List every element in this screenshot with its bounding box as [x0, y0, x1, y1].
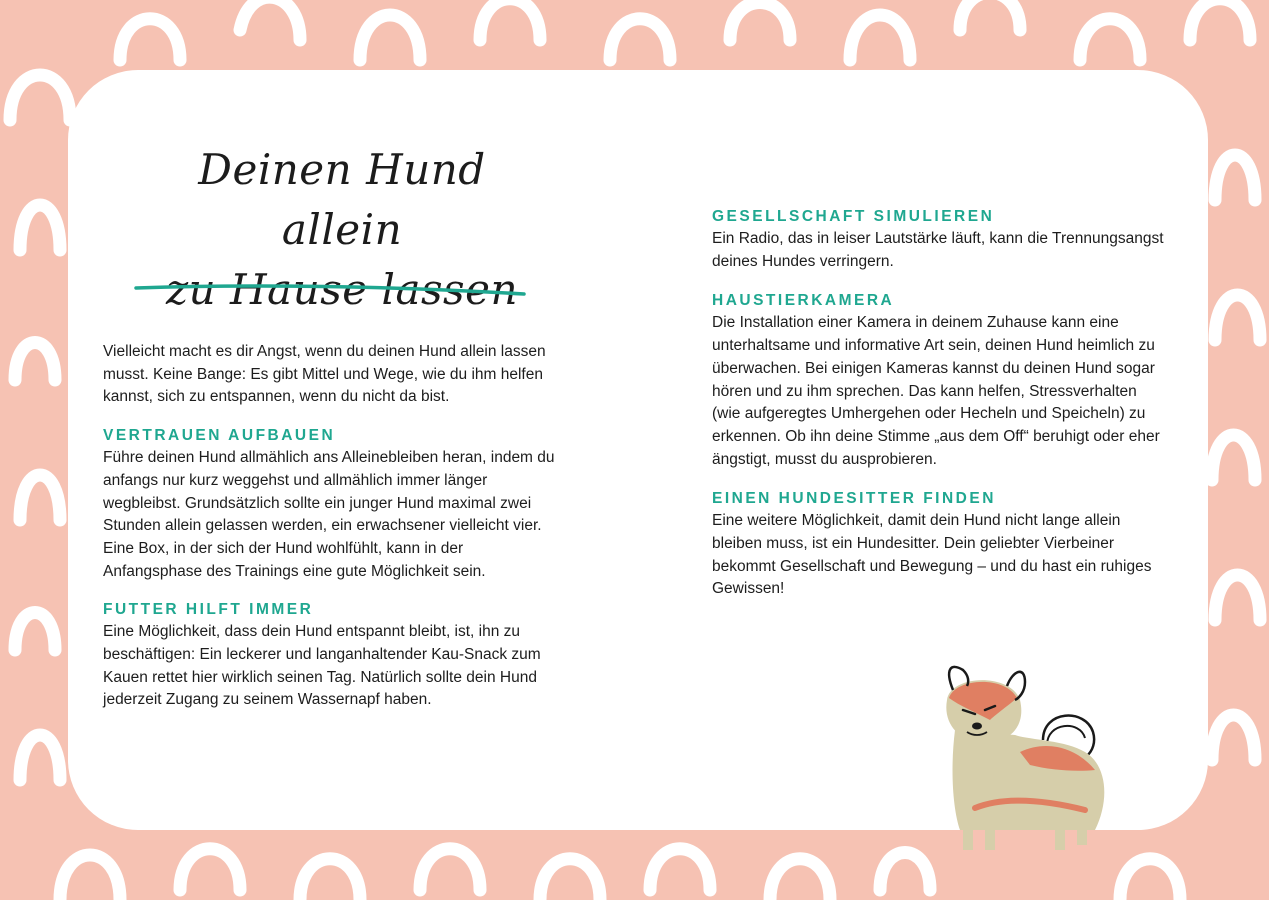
section-body: Ein Radio, das in leiser Lautstärke läuft, kann die Trennungsangst deines Hundes verringern. — [712, 230, 1164, 270]
section-heading: HAUSTIERKAMERA — [712, 292, 895, 310]
section-body: Die Installation einer Kamera in deinem Zuhause kann eine unterhaltsame und informative Art sein, deinen Hund heimlich zu überwachen. Bei einigen Kameras kannst du deinen Hund sogar hören und zu ihm sprechen. Das kann helfen, Stressverhalten (wie aufgeregtes Umhergehen oder Hecheln und Speicheln) zu erkennen. Ob ihn deine Stimme „aus dem Off“ beruhigt oder eher ängstigt, musst du ausprobieren. — [712, 314, 1160, 468]
left-column — [103, 341, 558, 728]
section-heading: GESELLSCHAFT SIMULIEREN — [712, 208, 995, 225]
section-heading: VERTRAUEN AUFBAUEN — [103, 427, 336, 445]
section-vertrauen — [103, 425, 558, 583]
intro-paragraph: Vielleicht macht es dir Angst, wenn du deinen Hund allein lassen musst. Keine Bange: Es gibt Mittel und Wege, wie du ihm helfen kannst, sich zu entspannen, wenn du nicht da bist. — [103, 343, 546, 406]
title-underline — [132, 280, 532, 300]
section-heading: FUTTER HILFT IMMER — [103, 601, 314, 619]
section-futter — [103, 599, 558, 712]
page-title-line-1: Deinen Hund allein — [198, 145, 486, 254]
right-column — [712, 206, 1167, 618]
section-body: Eine Möglichkeit, dass dein Hund entspannt bleibt, ist, ihn zu beschäftigen: Ein leckerer und langanhaltender Kau-Snack zum Kauen rettet hier wirklich seinen Tag. Natürlich sollte dein Hund jederzeit Zugang zu seinem Wassernapf haben. — [103, 623, 541, 709]
section-hundesitter — [712, 488, 1167, 601]
section-haustierkamera — [712, 290, 1167, 471]
page-title-line-2: zu Hause lassen — [166, 265, 518, 314]
section-gesellschaft — [712, 206, 1167, 273]
section-body: Eine weitere Möglichkeit, damit dein Hund nicht lange allein bleiben muss, ist ein Hundesitter. Dein geliebter Vierbeiner bekommt Gesellschaft und Bewegung – und du hast ein ruhiges Gewissen! — [712, 512, 1152, 598]
section-body: Führe deinen Hund allmählich ans Alleinebleiben heran, indem du anfangs nur kurz weggehst und allmählich immer länger wegbleibst. Grundsätzlich sollte ein junger Hund maximal zwei Stunden allein gelassen werden, ein erwachsener vielleicht vier. Eine Box, in der sich der Hund wohlfühlt, kann in der Anfangsphase des Trainings eine gute Möglichkeit sein. — [103, 449, 555, 580]
section-heading: EINEN HUNDESITTER FINDEN — [712, 490, 996, 508]
dog-illustration — [935, 660, 1115, 860]
